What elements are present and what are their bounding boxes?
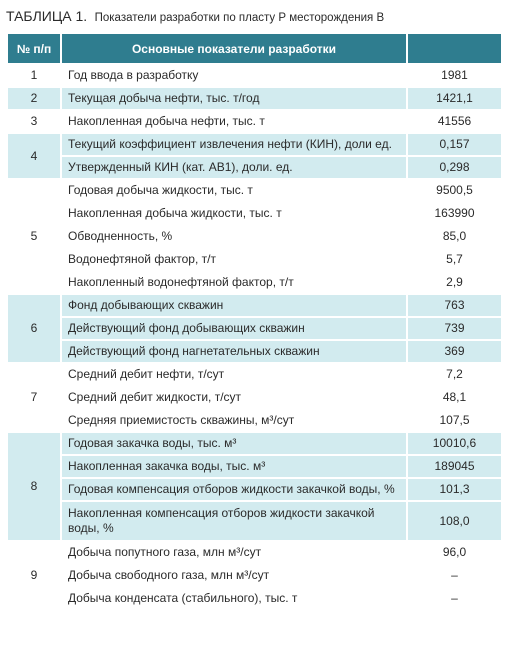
indicator-value: 369: [407, 340, 502, 363]
indicator-name: Средняя приемистость скважины, м³/сут: [61, 409, 407, 432]
indicator-value: 763: [407, 294, 502, 317]
table-caption: [6, 8, 501, 24]
indicator-name: Текущий коэффициент извлечения нефти (КИН), доли ед.: [61, 133, 407, 156]
table-row: [7, 587, 502, 610]
indicator-name: Годовая компенсация отборов жидкости закачкой воды, %: [61, 478, 407, 501]
indicator-name: Накопленная компенсация отборов жидкости закачкой воды, %: [61, 501, 407, 541]
table-row: [7, 225, 502, 248]
indicator-value: 1981: [407, 64, 502, 87]
indicator-name: Текущая добыча нефти, тыс. т/год: [61, 87, 407, 110]
row-number: 4: [7, 133, 61, 179]
indicator-value: 101,3: [407, 478, 502, 501]
table-row: [7, 156, 502, 179]
table-row: [7, 87, 502, 110]
indicator-value: 5,7: [407, 248, 502, 271]
table-row: [7, 110, 502, 133]
row-number: 8: [7, 432, 61, 541]
indicator-value: 10010,6: [407, 432, 502, 455]
indicator-value: 9500,5: [407, 179, 502, 202]
indicator-name: Добыча свободного газа, млн м³/сут: [61, 564, 407, 587]
indicator-name: Фонд добывающих скважин: [61, 294, 407, 317]
table-row: [7, 455, 502, 478]
indicator-name: Добыча попутного газа, млн м³/сут: [61, 541, 407, 564]
table-row: [7, 501, 502, 541]
indicator-value: 163990: [407, 202, 502, 225]
caption-text: Показатели разработки по пласту Р месторождения В: [94, 12, 385, 24]
caption-label: ТАБЛИЦА 1.: [6, 8, 88, 24]
table-row: [7, 294, 502, 317]
table-row: [7, 271, 502, 294]
development-indicators-table: [6, 32, 503, 611]
indicator-name: Накопленный водонефтяной фактор, т/т: [61, 271, 407, 294]
indicator-name: Накопленная добыча нефти, тыс. т: [61, 110, 407, 133]
header-value: [407, 33, 502, 64]
indicator-value: 108,0: [407, 501, 502, 541]
indicator-name: Действующий фонд добывающих скважин: [61, 317, 407, 340]
indicator-value: 739: [407, 317, 502, 340]
indicator-name: Средний дебит нефти, т/сут: [61, 363, 407, 386]
table-row: [7, 340, 502, 363]
table-row: [7, 478, 502, 501]
row-number: 5: [7, 179, 61, 294]
indicator-value: 0,298: [407, 156, 502, 179]
indicator-name: Год ввода в разработку: [61, 64, 407, 87]
indicator-value: 96,0: [407, 541, 502, 564]
table-row: [7, 202, 502, 225]
indicator-value: –: [407, 564, 502, 587]
indicator-name: Накопленная добыча жидкости, тыс. т: [61, 202, 407, 225]
table-row: [7, 564, 502, 587]
table-row: [7, 133, 502, 156]
row-number: 6: [7, 294, 61, 363]
indicator-name: Утвержденный КИН (кат. АВ1), доли. ед.: [61, 156, 407, 179]
indicator-name: Добыча конденсата (стабильного), тыс. т: [61, 587, 407, 610]
table-row: [7, 386, 502, 409]
indicator-value: 2,9: [407, 271, 502, 294]
indicator-name: Действующий фонд нагнетательных скважин: [61, 340, 407, 363]
header-num: № п/п: [7, 33, 61, 64]
table-body: [7, 64, 502, 610]
indicator-name: Обводненность, %: [61, 225, 407, 248]
row-number: 3: [7, 110, 61, 133]
table-row: [7, 64, 502, 87]
table-row: [7, 179, 502, 202]
indicator-name: Годовая добыча жидкости, тыс. т: [61, 179, 407, 202]
indicator-value: 41556: [407, 110, 502, 133]
table-row: [7, 363, 502, 386]
table-row: [7, 409, 502, 432]
indicator-name: Годовая закачка воды, тыс. м³: [61, 432, 407, 455]
indicator-value: 7,2: [407, 363, 502, 386]
row-number: 2: [7, 87, 61, 110]
table-header-row: [7, 33, 502, 64]
indicator-value: –: [407, 587, 502, 610]
indicator-value: 189045: [407, 455, 502, 478]
row-number: 9: [7, 541, 61, 610]
row-number: 7: [7, 363, 61, 432]
table-row: [7, 432, 502, 455]
table-row: [7, 248, 502, 271]
indicator-name: Средний дебит жидкости, т/сут: [61, 386, 407, 409]
indicator-name: Накопленная закачка воды, тыс. м³: [61, 455, 407, 478]
table-row: [7, 317, 502, 340]
table-row: [7, 541, 502, 564]
indicator-value: 48,1: [407, 386, 502, 409]
row-number: 1: [7, 64, 61, 87]
indicator-value: 85,0: [407, 225, 502, 248]
indicator-value: 1421,1: [407, 87, 502, 110]
header-name: Основные показатели разработки: [61, 33, 407, 64]
indicator-value: 0,157: [407, 133, 502, 156]
indicator-name: Водонефтяной фактор, т/т: [61, 248, 407, 271]
indicator-value: 107,5: [407, 409, 502, 432]
